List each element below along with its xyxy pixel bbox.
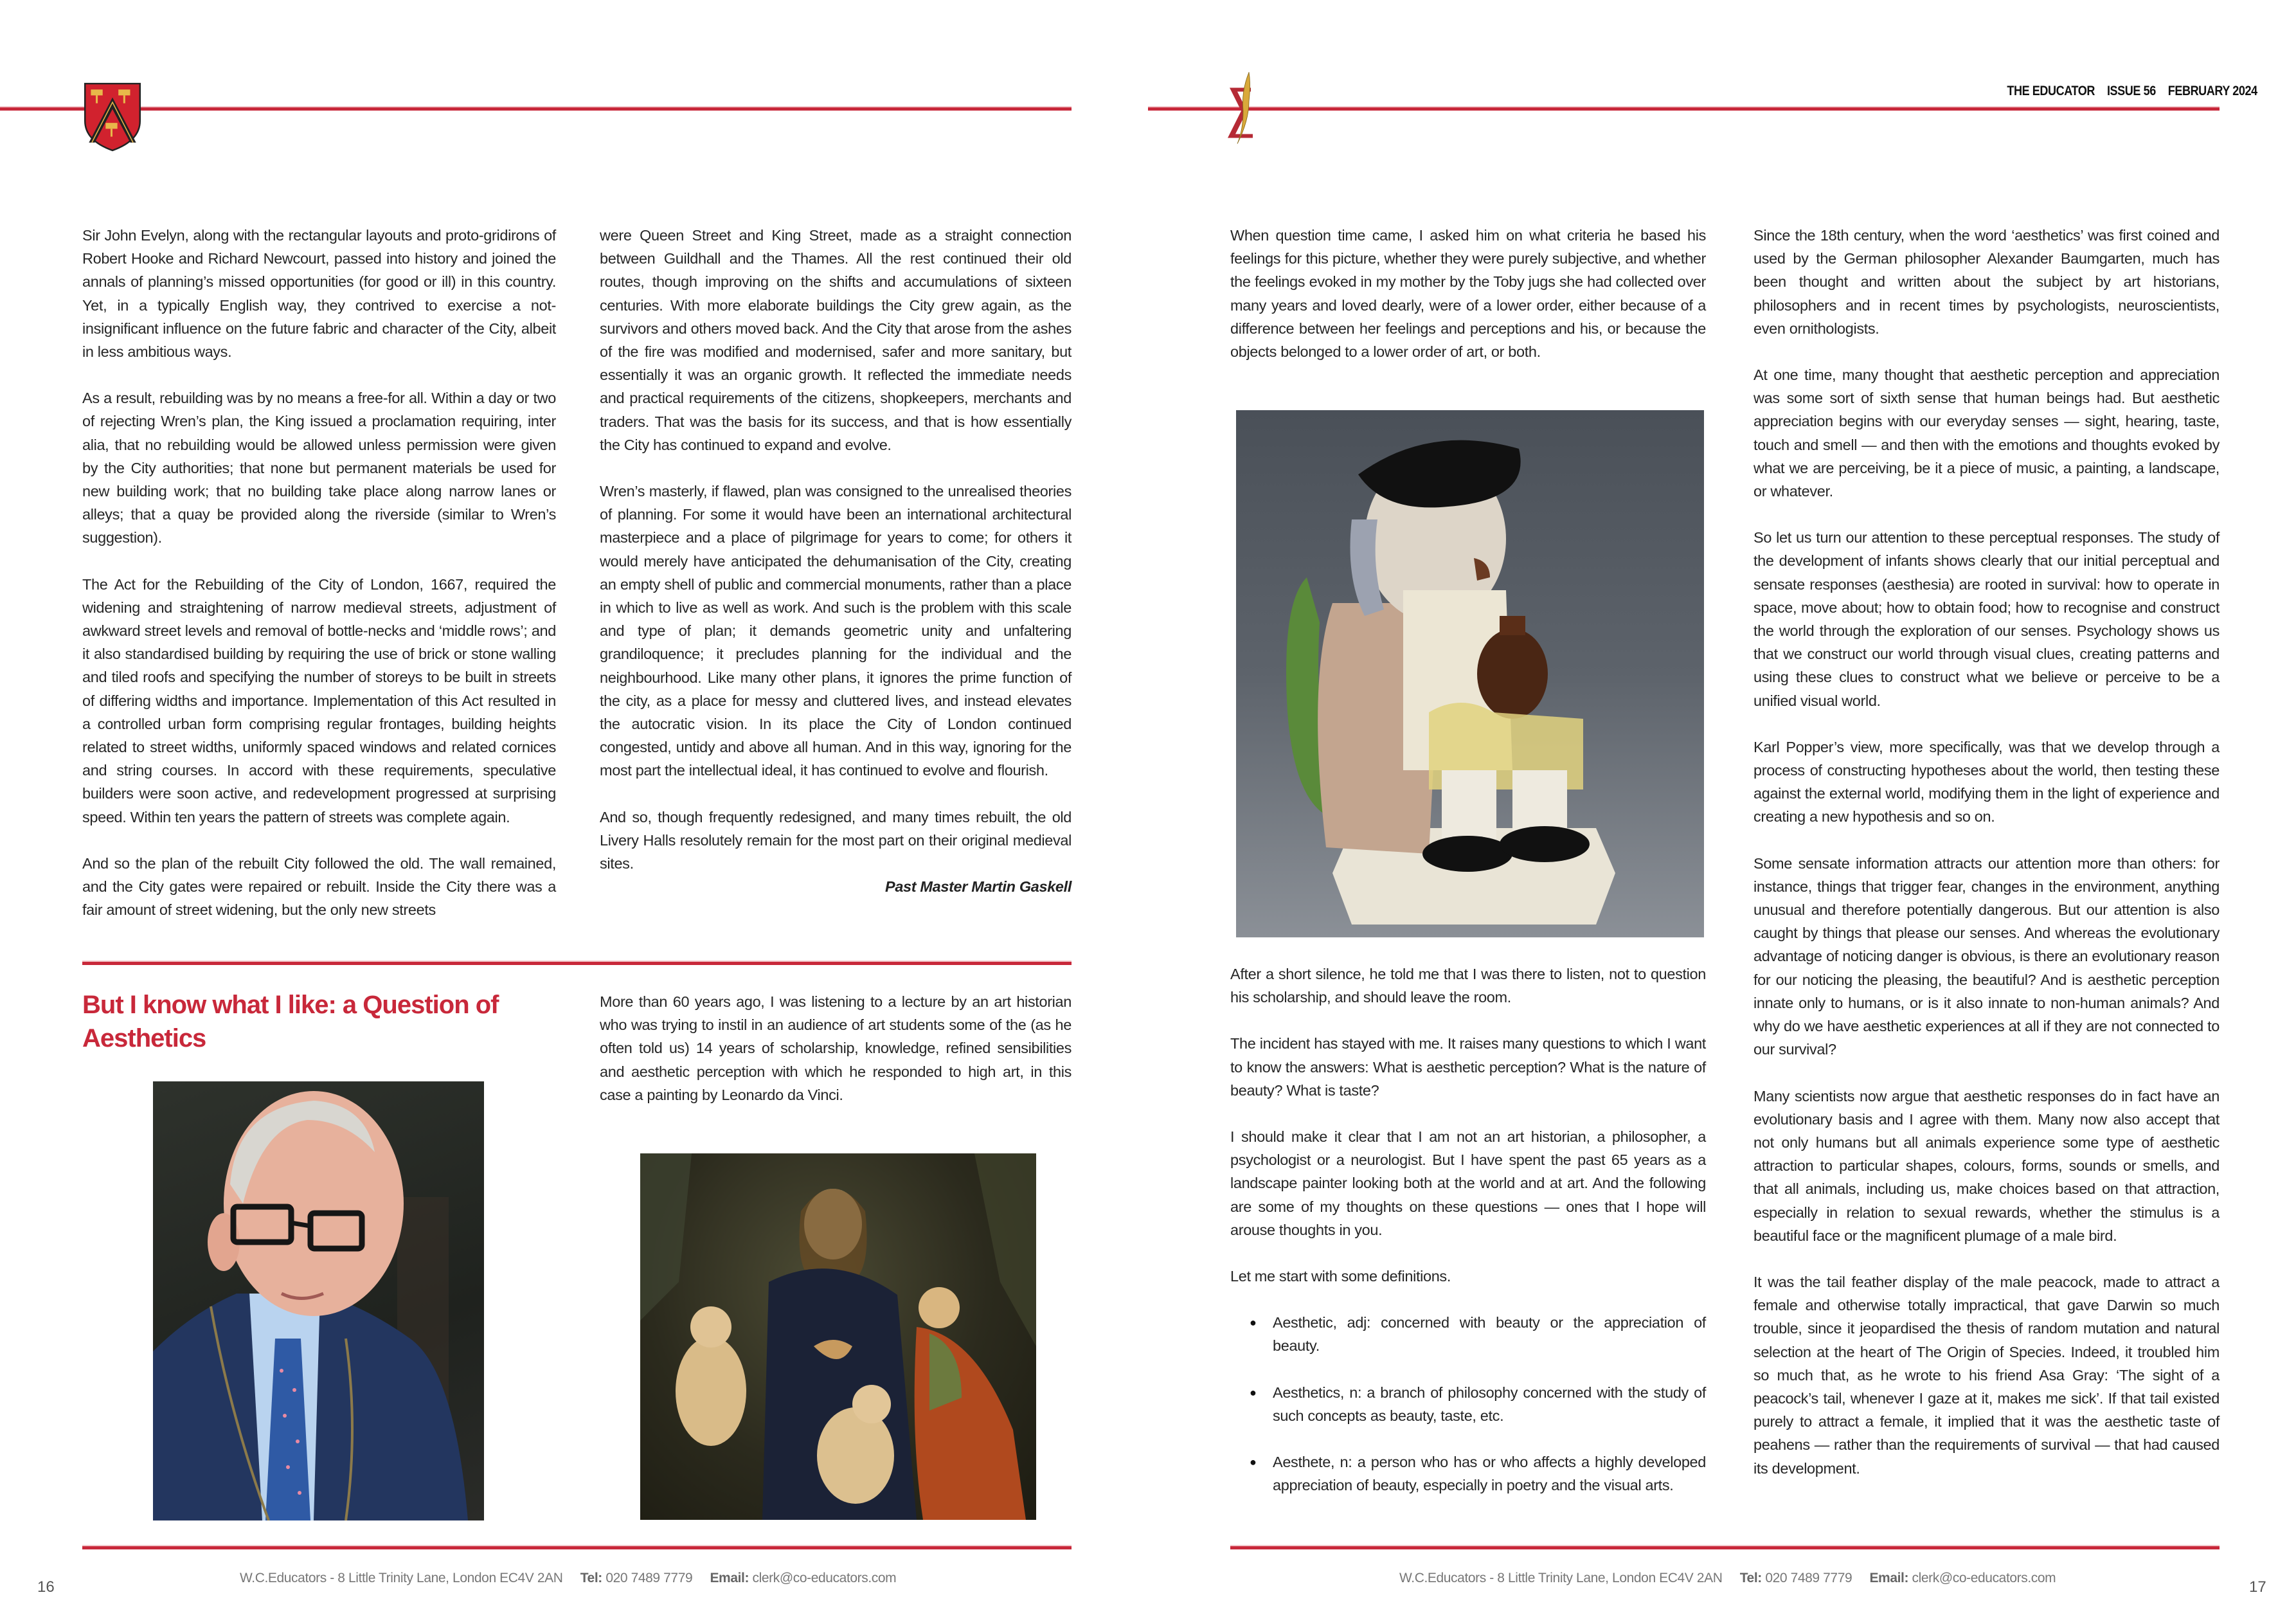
footer-tel-label: Tel: bbox=[580, 1571, 602, 1585]
paragraph: I should make it clear that I am not an art historian, a philosopher, a psychologist or a neurologist. But I have spent the past 65 years as a landscape painter looking both at the world and at art. And the following are some of my thoughts on these questions — ones that I hope will arouse thoughts in you. bbox=[1230, 1128, 1706, 1238]
painting-photo bbox=[640, 1153, 1036, 1520]
paragraph: The incident has stayed with me. It raises many questions to which I want to know the answers: What is aesthetic perception? What is the nature of beauty? What is taste? bbox=[1230, 1035, 1706, 1099]
paragraph: Let me start with some definitions. bbox=[1230, 1268, 1451, 1285]
definition-item: ● Aesthetic, adj: concerned with beauty or the appreciation of beauty. bbox=[1230, 1311, 1706, 1357]
masthead-date: FEBRUARY 2024 bbox=[2168, 84, 2257, 98]
page-number: 17 bbox=[2249, 1578, 2266, 1596]
footer-contact bbox=[240, 1571, 896, 1586]
portrait-photo bbox=[153, 1081, 484, 1520]
portrait-image-icon bbox=[153, 1081, 484, 1520]
masthead bbox=[2007, 84, 2257, 99]
footer-email-label: Email: bbox=[710, 1571, 749, 1585]
heraldic-shield-icon bbox=[82, 82, 143, 152]
paragraph: It was the tail feather display of the male peacock, made to attract a female and otherwise totally impractical, that gave Darwin so much trouble, since it jeopardised the thesis of random mutation and natural selection at the heart of The Origin of Species. Indeed, it troubled him so much that, as he wrote to his friend Asa Gray: ‘The sight of a peacock’s tail, whenever I gaze at it, makes me sick’. If that tail existed purely to attract a female, it implied that it was the aesthetic taste of peahens — rather than the requirements of survival — that had caused its development. bbox=[1753, 1273, 2220, 1477]
footer-email-label: Email: bbox=[1869, 1571, 1909, 1585]
header-rule bbox=[1148, 107, 2220, 111]
paragraph: Karl Popper’s view, more specifically, was that we develop through a process of constructing hypotheses about the world, then testing these against the external world, modifying them in the light of experience and creating a new hypothesis and so on. bbox=[1753, 738, 2220, 826]
footer-tel-label: Tel: bbox=[1739, 1571, 1762, 1585]
quill-emblem-icon bbox=[1224, 72, 1262, 144]
article2-headline: But I know what I like: a Question of Aesthetics bbox=[82, 991, 499, 1052]
paragraph: As a result, rebuilding was by no means a free-for all. Within a day or two of rejecting Wren’s plan, the King issued a proclamation requiring, inter alia, that no rebuilding would be allowed unless permission were given by the City authorities; that none but permanent materials be used for new building work; that no building take place along narrow lanes or alleys; that a quay be provided along the riverside (similar to Wren’s suggestion). bbox=[82, 390, 556, 546]
article2-column-2 bbox=[1753, 224, 2220, 1480]
paragraph: At one time, many thought that aesthetic perception and appreciation was some sort of sixth sense that human beings had. But aesthetic appreciation begins with our everyday senses — sight, hearing, taste, touch and smell — and then with the emotions and thoughts evoked by what we are perceiving, be it a piece of music, a painting, a landscape, or whatever. bbox=[1753, 366, 2220, 500]
paragraph: The Act for the Rebuilding of the City of London, 1667, required the widening and straightening of narrow medieval streets, adjustment of awkward street levels and removal of bottle-necks and ‘middle rows’; and it also standardised building by requiring the use of brick or stone walling and tiled roofs and specifying the number of storeys to be built in streets of differing widths and importance. Implementation of this Act resulted in a controlled urban form comprising regular frontages, building heights related to street widths, uniformly spaced windows and related cornices and string courses. In accord with these requirements, speculative builders were soon active, and redevelopment progressed at surprising speed. Within ten years the pattern of streets was complete again. bbox=[82, 575, 556, 826]
toby-jug-image-icon bbox=[1236, 410, 1704, 937]
footer-email[interactable]: clerk@co-educators.com bbox=[1912, 1571, 2056, 1585]
paragraph: Many scientists now argue that aesthetic responses do in fact have an evolutionary basis and I agree with them. Many now also accept that not only humans but all animals experience some type of aesthetic attraction to particular shapes, colours, forms, sounds or smells, and that all animals, including us, make choices based on that attraction, especially in relation to sexual rewards, whether the stimulus is a beautiful face or the magnificent plumage of a male bird. bbox=[1753, 1087, 2220, 1244]
header-rule bbox=[0, 107, 1072, 111]
painting-image-icon bbox=[640, 1153, 1036, 1520]
author-signature: Past Master Martin Gaskell bbox=[885, 878, 1072, 896]
paragraph: After a short silence, he told me that I was there to listen, not to question his scholarship, and should leave the room. bbox=[1230, 966, 1706, 1006]
page-number: 16 bbox=[37, 1578, 55, 1596]
paragraph: Since the 18th century, when the word ‘aesthetics’ was first coined and used by the German philosopher Alexander Baumgarten, much has been thought and written about the subject by art historians, philosophers and in recent times by psychologists, neuroscientists, even ornithologists. bbox=[1753, 227, 2220, 337]
masthead-issue: ISSUE 56 bbox=[2107, 84, 2157, 98]
definitions-list bbox=[1230, 1311, 1706, 1497]
article1-column-1 bbox=[82, 224, 556, 921]
footer-tel: 020 7489 7779 bbox=[605, 1571, 693, 1585]
article2-column-1-bottom bbox=[1230, 962, 1706, 1520]
masthead-publication: THE EDUCATOR bbox=[2007, 84, 2095, 98]
footer-address: W.C.Educators - 8 Little Trinity Lane, London EC4V 2AN bbox=[240, 1571, 563, 1585]
footer-tel: 020 7489 7779 bbox=[1765, 1571, 1852, 1585]
paragraph: Some sensate information attracts our attention more than others: for instance, things that trigger fear, changes in the environment, anything unusual and therefore potentially dangerous. But our attention is also caught by things that please our senses. And whereas the evolutionary advantage of noticing danger is obvious, is there an evolutionary reason for our noticing the pleasing, the beautiful? And is aesthetic perception innate only to humans, or is it also innate to non-human animals? And why do we have aesthetic experiences at all if they are not connected to our survival? bbox=[1753, 854, 2220, 1058]
footer-email[interactable]: clerk@co-educators.com bbox=[752, 1571, 897, 1585]
section-divider bbox=[82, 962, 1072, 965]
toby-jug-photo bbox=[1236, 410, 1704, 937]
paragraph: So let us turn our attention to these perceptual responses. The study of the development of infants shows clearly that our initial perceptual and sensate responses (aesthesia) are rooted in survival: how to operate in space, move about; how to obtain food; how to recognise and construct the world through the exploration of our senses. Psychology shows us that we construct our world through visual clues, creating patterns and using these clues to construct what we believe or perceive to be a unified visual world. bbox=[1753, 529, 2220, 709]
paragraph: Sir John Evelyn, along with the rectangular layouts and proto-gridirons of Robert Hooke and Richard Newcourt, passed into history and joined the annals of planning’s missed opportunities (for good or ill) in this country. Yet, in a typically English way, they contrived to exercise a not-insignificant influence on the future fabric and character of the City, albeit in less ambitious ways. bbox=[82, 227, 556, 361]
article1-column-2 bbox=[600, 224, 1072, 898]
definition-item: ● Aesthete, n: a person who has or who affects a highly developed appreciation of beauty, especially in poetry and the visual arts. bbox=[1230, 1450, 1706, 1497]
paragraph: And so, though frequently redesigned, and many times rebuilt, the old Livery Halls resolutely remain for the most part on their original medieval sites. bbox=[600, 808, 1072, 872]
definition-item: ● Aesthetics, n: a branch of philosophy concerned with the study of such concepts as beauty, taste, etc. bbox=[1230, 1381, 1706, 1427]
article2-intro bbox=[600, 990, 1072, 1106]
page-right bbox=[1148, 0, 2296, 1624]
paragraph: When question time came, I asked him on what criteria he based his feelings for this picture, whether they were purely subjective, and whether the feelings evoked in my mother by the Toby jugs she had collected over many years and loved dearly, were of a lower order, either because of a difference between her feelings and perceptions and his, or because the objects belonged to a lower order of art, or both. bbox=[1230, 227, 1706, 361]
article2-column-1-top bbox=[1230, 224, 1706, 363]
footer-address: W.C.Educators - 8 Little Trinity Lane, London EC4V 2AN bbox=[1399, 1571, 1723, 1585]
footer-contact bbox=[1399, 1571, 2056, 1586]
footer-rule bbox=[1230, 1546, 2220, 1549]
paragraph: Wren’s masterly, if flawed, plan was consigned to the unrealised theories of planning. For some it would have been an international architectural masterpiece and a place of pilgrimage for years to come; for others it would merely have anticipated the dehumanisation of the City, creating an empty shell of public and commercial monuments, rather than a place in which to live as well as work. And such is the problem with this scale and type of plan; it demands geometric unity and unfaltering grandiloquence; it precludes planning for the individual and the neighbourhood. Like many other plans, it ignores the prime function of the city, as a place for messy and cluttered lives, and instead elevates the autocratic vision. In its place the City of London continued congested, untidy and above all human. And in this way, ignoring for the most part the intellectual ideal, it has continued to evolve and flourish. bbox=[600, 483, 1072, 779]
paragraph: And so the plan of the rebuilt City followed the old. The wall remained, and the City gates were repaired or rebuilt. Inside the City there was a fair amount of street widening, but the only new streets bbox=[82, 854, 556, 919]
paragraph: were Queen Street and King Street, made as a straight connection between Guildhall and the Thames. All the rest continued their old routes, though improving on the shifts and accumulations of sixteen centuries. With more elaborate buildings the City grew again, as the survivors and others moved back. And the City that arose from the ashes of the fire was modified and modernised, safer and more sanitary, but essentially it was an organic growth. It reflected the immediate needs and practical requirements of the citizens, shopkeepers, merchants and traders. That was the basis for its success, and that is how essentially the City has continued to expand and evolve. bbox=[600, 227, 1072, 453]
footer-rule bbox=[82, 1546, 1072, 1549]
paragraph: More than 60 years ago, I was listening to a lecture by an art historian who was trying to instil in an audience of art students some of the (as he often told us) 14 years of scholarship, knowledge, refined sensibilities and aesthetic perception with which he responded to high art, in this case a painting by Leonardo da Vinci. bbox=[600, 993, 1072, 1103]
